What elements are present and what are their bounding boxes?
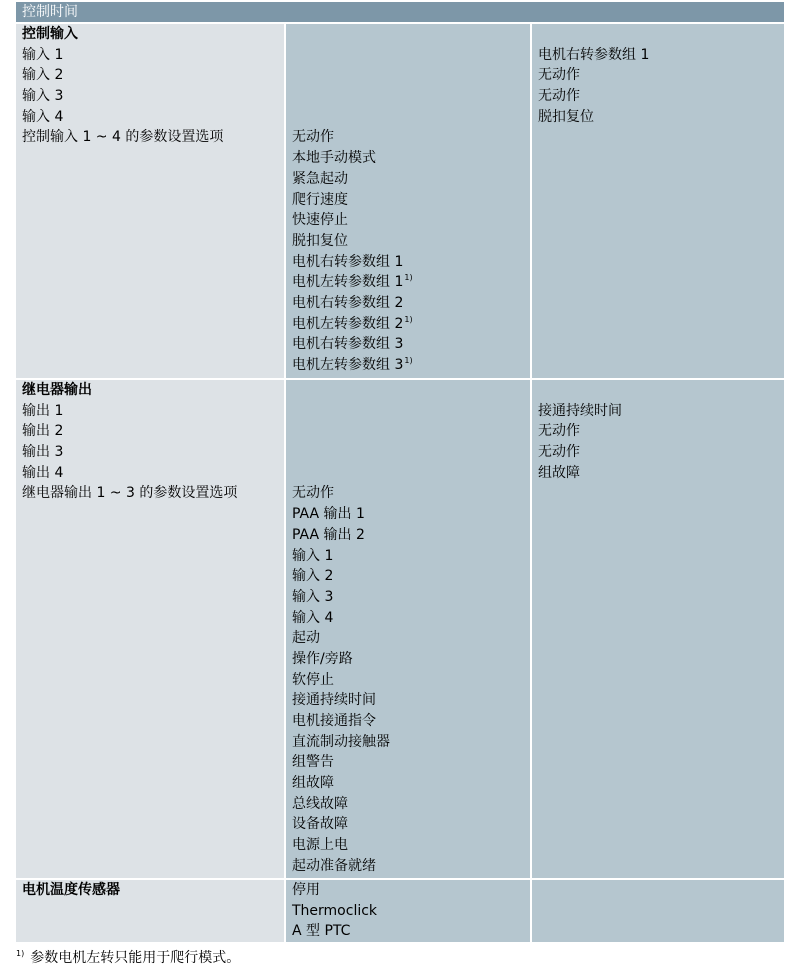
section1-col2-line	[292, 334, 530, 355]
section2-col2-line	[292, 856, 530, 877]
section2-col3-line	[538, 463, 784, 484]
section1-col2-text: 电机右转参数组 1	[292, 253, 404, 270]
section2-col2-text: 输入 4	[292, 609, 334, 626]
section1-col2-text: 电机左转参数组 3	[292, 357, 404, 373]
section3-col2-line	[292, 901, 530, 922]
section2-col1-text: 输出 2	[22, 423, 64, 440]
section1-col2-text: 爬行速度	[292, 191, 348, 208]
relay-outputs-defaults-cell	[532, 380, 784, 878]
section2-col2-text: 组故障	[292, 775, 334, 792]
section1-col2-line	[292, 24, 530, 45]
motor-temp-sensor-label-cell	[16, 880, 284, 942]
section1-col1-text: 输入 2	[22, 67, 64, 84]
section2-col2-text: 总线故障	[292, 795, 348, 812]
section1-col1-line	[22, 86, 284, 107]
section3-col2-text: A 型 PTC	[292, 923, 351, 940]
section1-col2-text: 快速停止	[292, 212, 348, 229]
section1-col1-text: 输入 4	[22, 108, 64, 125]
section2-col2-line	[292, 525, 530, 546]
section1-col2-text: 电机右转参数组 3	[292, 336, 404, 353]
section1-col1-text: 输入 1	[22, 46, 64, 63]
section2-col3-line	[538, 442, 784, 463]
section2-col3-text: 接通持续时间	[538, 402, 622, 419]
footnote-ref-mark: 1)	[404, 314, 413, 324]
section2-col2-line	[292, 442, 530, 463]
footnote	[16, 948, 240, 968]
footnote-ref-mark: 1)	[404, 356, 413, 365]
control-inputs-label-cell	[16, 24, 284, 378]
section1-col2-line	[292, 190, 530, 211]
section2-col3-line	[538, 401, 784, 422]
section2-col2-line	[292, 380, 530, 401]
table-row-control-inputs	[16, 24, 784, 378]
section2-col2-line	[292, 421, 530, 442]
section3-col2-text: Thermoclick	[292, 902, 378, 919]
section1-col3-line	[538, 86, 784, 107]
section1-col2-line	[292, 231, 530, 252]
section1-col1-line	[22, 65, 284, 86]
section1-col1-line	[22, 107, 284, 128]
section2-col2-line	[292, 463, 530, 484]
section1-col2-line	[292, 293, 530, 314]
section1-col2-line	[292, 252, 530, 273]
section2-col1-text: 输出 4	[22, 464, 64, 481]
section2-col1-line	[22, 483, 284, 504]
footnote-text: 参数电机左转只能用于爬行模式。	[30, 950, 241, 966]
section2-col1-text: 输出 3	[22, 444, 64, 461]
section2-col2-line	[292, 649, 530, 670]
section2-col2-text: 操作/旁路	[292, 650, 353, 667]
section2-col2-text: PAA 输出 1	[292, 506, 365, 523]
section2-col3-line	[538, 421, 784, 442]
section2-col1-line	[22, 401, 284, 422]
section1-col1-line	[22, 127, 284, 148]
section2-col2-line	[292, 587, 530, 608]
section1-col2-text: 脱扣复位	[292, 232, 348, 249]
section2-col1-text: 输出 1	[22, 402, 64, 419]
section1-col2-text: 本地手动模式	[292, 150, 376, 167]
section2-col1-line	[22, 380, 284, 401]
section1-col3-line	[538, 24, 784, 45]
section3-col2-text: 停用	[292, 882, 320, 898]
relay-outputs-label-cell	[16, 380, 284, 878]
section2-col2-text: 输入 3	[292, 588, 334, 605]
section3-col1-text: 电机温度传感器	[22, 882, 120, 898]
section2-col2-text: 无动作	[292, 485, 334, 502]
section2-col1-text: 继电器输出 1 ~ 3 的参数设置选项	[22, 485, 238, 502]
section1-col3-text: 电机右转参数组 1	[538, 46, 650, 63]
section2-col2-text: 起动准备就绪	[292, 857, 376, 874]
section1-col3-text: 脱扣复位	[538, 108, 594, 125]
section1-col2-text: 电机右转参数组 2	[292, 294, 404, 311]
control-inputs-defaults-cell	[532, 24, 784, 378]
section1-col2-line	[292, 355, 530, 376]
section2-col2-text: 输入 1	[292, 547, 334, 564]
motor-temp-sensor-options-cell	[286, 880, 530, 942]
section2-col2-text: 组警告	[292, 754, 334, 771]
section1-col2-line	[292, 272, 530, 293]
section2-col2-text: PAA 输出 2	[292, 526, 365, 543]
section1-col2-line	[292, 210, 530, 231]
section2-col2-line	[292, 732, 530, 753]
section1-col1-text: 控制输入 1 ~ 4 的参数设置选项	[22, 129, 224, 146]
relay-outputs-options-cell	[286, 380, 530, 878]
section2-col2-line	[292, 483, 530, 504]
section2-col1-line	[22, 421, 284, 442]
section1-col2-line	[292, 107, 530, 128]
section1-col1-line	[22, 24, 284, 45]
table-header-bar	[16, 2, 784, 22]
section1-col2-text: 电机左转参数组 1	[292, 274, 404, 291]
footnote-mark: 1)	[16, 949, 25, 958]
section3-col2-line	[292, 921, 530, 942]
section2-col2-text: 接通持续时间	[292, 692, 376, 709]
section2-col1-line	[22, 442, 284, 463]
section3-col1-line	[22, 880, 284, 901]
control-inputs-options-cell	[286, 24, 530, 378]
section2-col2-line	[292, 794, 530, 815]
section1-col2-line	[292, 127, 530, 148]
section2-col2-line	[292, 752, 530, 773]
section2-col2-text: 软停止	[292, 671, 334, 688]
section2-col3-text: 无动作	[538, 423, 580, 440]
section1-col3-text: 无动作	[538, 88, 580, 105]
section1-col1-text: 控制输入	[22, 26, 78, 42]
table-title: 控制时间	[22, 4, 78, 20]
section2-col2-line	[292, 504, 530, 525]
section1-col3-line	[538, 45, 784, 66]
section2-col2-line	[292, 608, 530, 629]
section2-col2-line	[292, 773, 530, 794]
section2-col2-text: 电机接通指令	[292, 713, 376, 729]
section1-col1-line	[22, 45, 284, 66]
section1-col1-text: 输入 3	[22, 88, 64, 105]
section1-col2-text: 电机左转参数组 2	[292, 315, 404, 332]
section2-col2-line	[292, 566, 530, 587]
section2-col2-text: 电源上电	[292, 837, 348, 854]
table-row-motor-temp-sensor	[16, 880, 784, 942]
section1-col3-line	[538, 107, 784, 128]
section2-col1-text: 继电器输出	[22, 382, 92, 398]
section2-col2-line	[292, 711, 530, 732]
section1-col2-line	[292, 45, 530, 66]
section2-col2-text: 输入 2	[292, 568, 334, 585]
section2-col2-line	[292, 546, 530, 567]
footnote-ref-mark: 1)	[404, 273, 413, 283]
section1-col3-text: 无动作	[538, 67, 580, 84]
section1-col2-line	[292, 86, 530, 107]
section2-col2-line	[292, 670, 530, 691]
section2-col2-text: 设备故障	[292, 816, 348, 833]
section1-col2-text: 无动作	[292, 129, 334, 146]
section2-col2-line	[292, 814, 530, 835]
section2-col1-line	[22, 463, 284, 484]
section1-col2-line	[292, 169, 530, 190]
section2-col3-line	[538, 380, 784, 401]
section3-col2-line	[292, 880, 530, 901]
table-row-relay-outputs	[16, 380, 784, 878]
section2-col3-text: 组故障	[538, 464, 580, 481]
section2-col3-text: 无动作	[538, 444, 580, 461]
motor-temp-sensor-defaults-cell	[532, 880, 784, 942]
section2-col2-text: 直流制动接触器	[292, 733, 390, 750]
section1-col3-line	[538, 65, 784, 86]
section1-col2-line	[292, 314, 530, 335]
section2-col2-line	[292, 690, 530, 711]
section1-col2-text: 紧急起动	[292, 170, 348, 187]
section2-col2-line	[292, 835, 530, 856]
section2-col2-line	[292, 628, 530, 649]
section1-col2-line	[292, 148, 530, 169]
section2-col2-line	[292, 401, 530, 422]
section2-col2-text: 起动	[292, 630, 320, 647]
section1-col2-line	[292, 65, 530, 86]
parameter-table	[16, 24, 784, 944]
